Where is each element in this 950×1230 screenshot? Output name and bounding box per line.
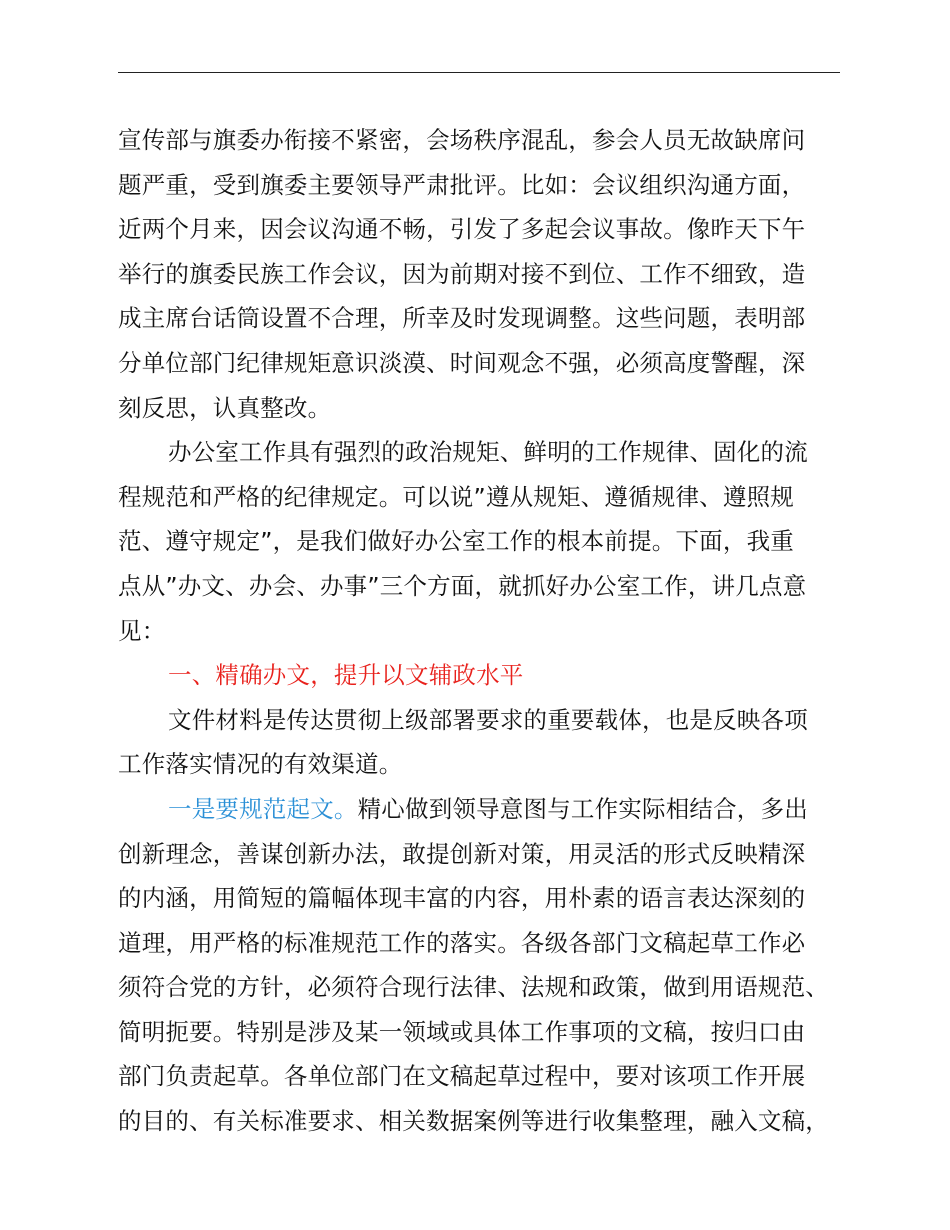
text-line: 点从”办文、办会、办事”三个方面，就抓好办公室工作，讲几点意 [118, 571, 807, 600]
text-line: 成主席台话筒设置不合理，所幸及时发现调整。这些问题，表明部 [118, 304, 806, 333]
text-line: 宣传部与旗委办衔接不紧密，会场秩序混乱，参会人员无故缺席问 [118, 126, 806, 154]
subsection-lead: 一是要规范起文。 [168, 794, 358, 823]
text-line: 程规范和严格的纪律规定。可以说”遵从规矩、遵循规律、遵照规 [118, 482, 794, 511]
text-line: 办公室工作具有强烈的政治规矩、鲜明的工作规律、固化的流 [168, 438, 808, 467]
text-line: 举行的旗委民族工作会议，因为前期对接不到位、工作不细致，造 [118, 259, 806, 288]
header-rule [118, 72, 840, 73]
text-line: 文件材料是传达贯彻上级部署要求的重要载体，也是反映各项 [168, 705, 808, 734]
document-body [118, 118, 858, 1144]
text-line: 部门负责起草。各单位部门在文稿起草过程中，要对该项工作开展 [118, 1062, 806, 1091]
text-line: 的内涵，用简短的篇幅体现丰富的内容，用朴素的语言表达深刻的 [118, 884, 806, 913]
text-line: 题严重，受到旗委主要领导严肃批评。比如：会议组织沟通方面， [118, 170, 806, 199]
text-line: 近两个月来，因会议沟通不畅，引发了多起会议事故。像昨天下午 [118, 215, 806, 244]
text-line [118, 787, 858, 832]
text-line: 范、遵守规定”，是我们做好办公室工作的根本前提。下面，我重 [118, 527, 794, 556]
text-line: 见： [118, 616, 166, 645]
text-line: 工作落实情况的有效渠道。 [118, 750, 403, 779]
text-span: 精心做到领导意图与工作实际相结合，多出 [357, 794, 808, 823]
text-line: 的目的、有关标准要求、相关数据案例等进行收集整理，融入文稿， [118, 1107, 829, 1136]
text-line: 创新理念，善谋创新办法，敢提创新对策，用灵活的形式反映精深 [118, 839, 806, 868]
text-line: 刻反思，认真整改。 [118, 393, 332, 422]
text-line: 分单位部门纪律规矩意识淡漠、时间观念不强，必须高度警醒，深 [118, 348, 806, 377]
text-line: 简明扼要。特别是涉及某一领域或具体工作事项的文稿，按归口由 [118, 1017, 806, 1046]
text-line: 道理，用严格的标准规范工作的落实。各级各部门文稿起草工作必 [118, 928, 806, 957]
text-line: 须符合党的方针，必须符合现行法律、法规和政策，做到用语规范、 [118, 973, 829, 1002]
section-heading: 一、精确办文，提升以文辅政水平 [168, 661, 524, 690]
